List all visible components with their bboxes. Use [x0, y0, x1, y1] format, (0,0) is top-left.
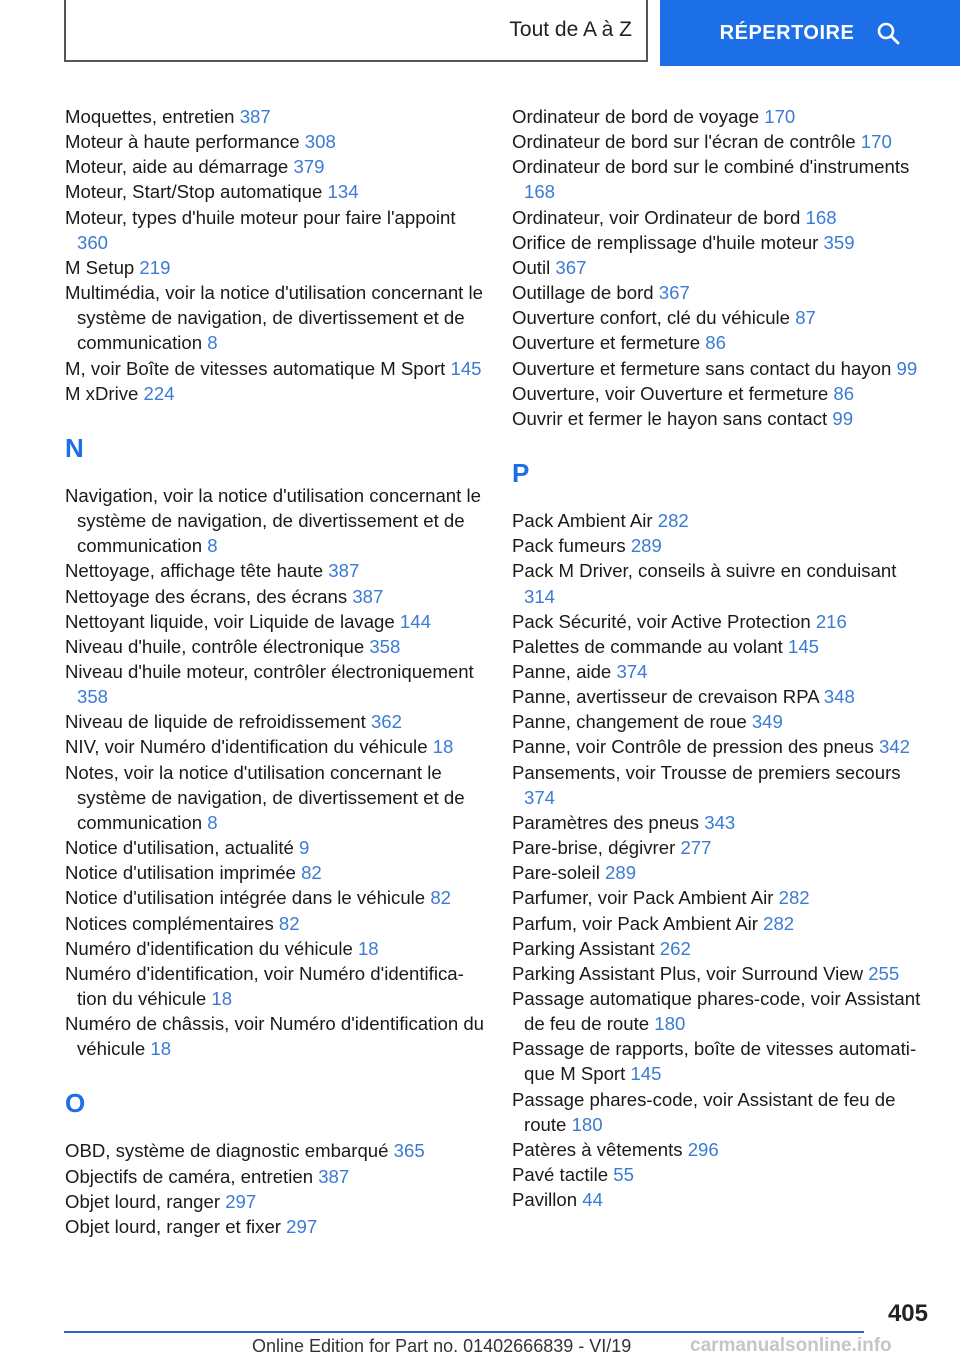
index-entry-text: Niveau d'huile, contrôle électronique — [65, 635, 365, 657]
index-entry — [65, 709, 485, 734]
index-entry — [512, 1036, 932, 1086]
page-link[interactable]: 358 — [369, 635, 401, 657]
index-entry — [512, 936, 932, 961]
index-entry-text: Moteur, Start/Stop automatique — [65, 181, 323, 203]
index-entry-text: Notice d'utilisation imprimée — [65, 862, 296, 884]
index-entry — [65, 179, 485, 204]
index-entry — [65, 558, 485, 583]
page-link[interactable]: 262 — [659, 937, 691, 959]
page-link[interactable]: 314 — [524, 585, 556, 607]
page-link[interactable]: 282 — [763, 912, 795, 934]
page-link[interactable]: 180 — [571, 1113, 603, 1135]
index-entry-text: Parking Assistant — [512, 937, 655, 959]
index-group — [65, 1138, 485, 1239]
edition-text: Online Edition for Part no. 01402666839 - VI/19 — [252, 1336, 632, 1356]
index-entry — [512, 911, 932, 936]
index-entry — [512, 406, 932, 431]
index-entry — [512, 533, 932, 558]
index-entry-text: Notices complémentaires — [65, 912, 274, 934]
index-entry-text: Nettoyant liquide, voir Liquide de lavage — [65, 610, 395, 632]
index-entry — [512, 835, 932, 860]
index-entry-text: Moquettes, entretien — [65, 106, 235, 127]
page-link[interactable]: 8 — [207, 811, 218, 833]
index-entry — [512, 684, 932, 709]
page-link[interactable]: 367 — [658, 282, 690, 304]
index-entry — [65, 609, 485, 634]
index-entry — [65, 584, 485, 609]
page-link[interactable]: 55 — [613, 1164, 634, 1186]
index-entry — [512, 104, 932, 129]
page-link[interactable]: 18 — [432, 736, 454, 758]
page-link[interactable]: 387 — [328, 560, 360, 582]
index-entry — [512, 129, 932, 154]
page-link[interactable]: 224 — [143, 382, 175, 404]
index-entry — [512, 1137, 932, 1162]
page-link[interactable]: 180 — [654, 1013, 686, 1035]
index-entry-text: Palettes de commande au volant — [512, 635, 783, 657]
page-link[interactable]: 358 — [77, 686, 109, 708]
index-group — [65, 483, 485, 1062]
page-link[interactable]: 362 — [370, 711, 402, 733]
index-entry-text: Notice d'utilisation intégrée dans le véhicule — [65, 887, 426, 909]
index-entry — [65, 1011, 485, 1061]
page-link[interactable]: 82 — [430, 887, 452, 909]
index-entry — [512, 734, 932, 759]
page-number: 405 — [887, 1300, 928, 1327]
index-entry — [512, 558, 932, 608]
page-link[interactable]: 82 — [278, 912, 300, 934]
page-link[interactable]: 297 — [286, 1215, 318, 1237]
index-entry-text: Ordinateur, voir Ordinateur de bord — [512, 206, 801, 228]
index-entry-text: M Setup — [65, 256, 135, 278]
index-entry-text: Parfum, voir Pack Ambient Air — [512, 912, 758, 934]
index-entry-text: Numéro de châssis, voir Numéro d'identification du véhicule — [65, 1013, 485, 1060]
index-entry — [65, 280, 485, 355]
index-entry-text: Niveau d'huile moteur, contrôler électroniquement — [65, 660, 474, 682]
page-link[interactable]: 8 — [207, 535, 218, 557]
index-entry-text: Panne, aide — [512, 660, 612, 682]
index-entry-text: Nettoyage des écrans, des écrans — [65, 585, 348, 607]
index-entry-text: Panne, avertisseur de crevaison RPA — [512, 686, 819, 708]
index-entry-text: Objectifs de caméra, entretien — [65, 1165, 314, 1187]
index-entry — [65, 1214, 485, 1239]
index-entry — [512, 508, 932, 533]
index-entry-text: Ouverture et fermeture — [512, 332, 701, 354]
page-link[interactable]: 387 — [239, 106, 271, 127]
index-entry — [512, 356, 932, 381]
index-entry-text: Numéro d'identification du véhicule — [65, 937, 353, 959]
index-entry — [512, 659, 932, 684]
index-entry-text: Ordinateur de bord sur le combiné d'instruments — [512, 156, 910, 178]
index-group — [65, 104, 485, 406]
index-entry-text: Passage automatique phares-code, voir Assistant de feu de route — [512, 988, 921, 1035]
section-letter-n: N — [65, 432, 84, 463]
index-entry — [512, 709, 932, 734]
page-link[interactable]: 277 — [680, 837, 712, 859]
page-link[interactable]: 219 — [139, 256, 171, 278]
page-link[interactable]: 374 — [524, 786, 556, 808]
index-entry-text: Objet lourd, ranger et fixer — [65, 1215, 281, 1237]
index-entry — [65, 129, 485, 154]
page-link[interactable]: 359 — [823, 231, 855, 253]
page-link[interactable]: 365 — [393, 1140, 425, 1162]
page-link[interactable]: 9 — [299, 837, 310, 859]
page-link[interactable]: 343 — [704, 811, 736, 833]
index-entry — [65, 104, 485, 129]
index-entry-text: Moteur, aide au démarrage — [65, 156, 289, 178]
index-entry — [65, 936, 485, 961]
index-entry-text: Pack Ambient Air — [512, 510, 653, 532]
page-link[interactable]: 144 — [399, 610, 431, 632]
index-entry — [512, 305, 932, 330]
index-entry-text: M, voir Boîte de vitesses automatique M Sport — [65, 357, 446, 379]
index-entry — [65, 255, 485, 280]
page-link[interactable]: 168 — [524, 181, 556, 203]
index-entry — [512, 255, 932, 280]
watermark: carmanualsonline.info — [690, 1335, 892, 1356]
index-entry-text: Outil — [512, 256, 551, 278]
header — [0, 0, 960, 66]
page-link[interactable]: 289 — [605, 862, 637, 884]
page-link[interactable]: 170 — [860, 131, 892, 153]
index-entry-text: Ouvrir et fermer le hayon sans contact — [512, 407, 828, 429]
index-entry-text: Panne, voir Contrôle de pression des pneus — [512, 736, 874, 758]
tab-repertoire-label: RÉPERTOIRE — [719, 21, 855, 44]
page-link[interactable]: 360 — [77, 231, 109, 253]
index-entry — [512, 860, 932, 885]
page-link[interactable]: 379 — [293, 156, 325, 178]
tab-atoz-label: Tout de A à Z — [509, 18, 632, 41]
index-group — [512, 104, 932, 431]
index-entry-text: Orifice de remplissage d'huile moteur — [512, 231, 819, 253]
index-entry-text: Parfumer, voir Pack Ambient Air — [512, 887, 774, 909]
index-entry-text: Patères à vêtements — [512, 1138, 683, 1160]
index-entry — [65, 734, 485, 759]
page-link[interactable]: 86 — [705, 332, 726, 354]
index-entry — [65, 659, 485, 709]
page-link[interactable]: 216 — [815, 610, 847, 632]
index-entry-text: Outillage de bord — [512, 282, 654, 304]
index-entry-text: Pare-brise, dégivrer — [512, 837, 676, 859]
page-link[interactable]: 367 — [555, 256, 587, 278]
page-link[interactable]: 387 — [352, 585, 384, 607]
index-entry — [512, 330, 932, 355]
page-link[interactable]: 342 — [878, 736, 910, 758]
page-link[interactable]: 145 — [630, 1063, 662, 1085]
tab-tout-de-a-a-z[interactable] — [64, 0, 648, 62]
index-entry — [512, 230, 932, 255]
page-link[interactable]: 289 — [630, 535, 662, 557]
page-link[interactable]: 18 — [150, 1038, 172, 1060]
index-entry — [512, 760, 932, 810]
index-column-left — [65, 104, 485, 1239]
index-entry — [512, 1087, 932, 1137]
index-entry-text: Pack M Driver, conseils à suivre en conduisant — [512, 560, 897, 582]
index-entry — [65, 1189, 485, 1214]
index-entry — [65, 381, 485, 406]
index-entry-text: Pare-soleil — [512, 862, 600, 884]
page-link[interactable]: 387 — [318, 1165, 350, 1187]
index-entry — [512, 961, 932, 986]
index-entry — [512, 205, 932, 230]
index-entry-text: Notice d'utilisation, actualité — [65, 837, 294, 859]
index-entry — [512, 634, 932, 659]
index-entry-text: Numéro d'identification, voir Numéro d'identification du véhicule — [65, 962, 464, 1009]
index-column-right — [512, 104, 932, 1212]
page-link[interactable]: 82 — [301, 862, 322, 884]
index-entry-text: Passage de rapports, boîte de vitesses automatique M Sport — [512, 1038, 917, 1085]
page-link[interactable]: 86 — [833, 382, 855, 404]
page-link[interactable]: 99 — [896, 357, 918, 379]
index-entry-text: Pansements, voir Trousse de premiers secours — [512, 761, 901, 783]
index-entry — [512, 381, 932, 406]
page-link[interactable]: 8 — [207, 332, 218, 354]
tab-repertoire[interactable] — [660, 0, 960, 66]
page-link[interactable]: 18 — [357, 937, 379, 959]
index-entry-text: Pack fumeurs — [512, 535, 626, 557]
index-entry — [65, 961, 485, 1011]
page-link[interactable]: 168 — [805, 206, 837, 228]
index-entry-text: Pack Sécurité, voir Active Protection — [512, 610, 811, 632]
index-entry-text: Pavé tactile — [512, 1164, 609, 1186]
search-icon[interactable] — [876, 21, 900, 45]
index-entry-text: Ouverture confort, clé du véhicule — [512, 307, 791, 329]
page-link[interactable]: 282 — [657, 510, 689, 532]
index-entry — [512, 885, 932, 910]
page-link[interactable]: 170 — [764, 106, 796, 127]
index-entry-text: M xDrive — [65, 382, 139, 404]
page-link[interactable]: 348 — [823, 686, 855, 708]
index-entry — [512, 280, 932, 305]
index-entry — [65, 835, 485, 860]
page-link[interactable]: 87 — [795, 307, 816, 329]
page-link[interactable]: 308 — [304, 131, 336, 153]
index-entry-text: Ouverture et fermeture sans contact du hayon — [512, 357, 892, 379]
index-entry — [65, 860, 485, 885]
page-link[interactable]: 44 — [582, 1189, 603, 1211]
page-link[interactable]: 255 — [868, 962, 900, 984]
index-entry — [65, 760, 485, 835]
index-entry-text: OBD, système de diagnostic embarqué — [65, 1140, 389, 1162]
index-entry — [65, 205, 485, 255]
index-entry-text: Navigation, voir la notice d'utilisation concernant le système de navigation, de divertissement et de communication — [65, 484, 481, 557]
index-entry — [65, 154, 485, 179]
index-entry — [512, 154, 932, 204]
page-link[interactable]: 296 — [687, 1138, 719, 1160]
index-entry-text: Ordinateur de bord de voyage — [512, 106, 760, 127]
footer-divider — [64, 1331, 864, 1333]
index-entry-text: Passage phares-code, voir Assistant de feu de route — [512, 1088, 896, 1135]
page-link[interactable]: 374 — [616, 660, 648, 682]
page-link[interactable]: 282 — [778, 887, 810, 909]
index-entry-text: Objet lourd, ranger — [65, 1190, 221, 1212]
index-entry-text: Nettoyage, affichage tête haute — [65, 560, 324, 582]
index-entry — [65, 911, 485, 936]
index-entry-text: NIV, voir Numéro d'identification du véhicule — [65, 736, 428, 758]
index-entry — [65, 1164, 485, 1189]
index-entry-text: Moteur à haute performance — [65, 131, 300, 153]
page-link[interactable]: 349 — [751, 711, 783, 733]
index-entry — [65, 1138, 485, 1163]
index-entry-text: Niveau de liquide de refroidissement — [65, 711, 366, 733]
index-entry-text: Parking Assistant Plus, voir Surround View — [512, 962, 864, 984]
index-entry-text: Paramètres des pneus — [512, 811, 700, 833]
index-entry — [65, 483, 485, 558]
index-group — [512, 508, 932, 1212]
index-entry — [512, 1187, 932, 1212]
index-entry — [512, 609, 932, 634]
page-link[interactable]: 297 — [225, 1190, 257, 1212]
index-entry — [512, 810, 932, 835]
page-link[interactable]: 99 — [832, 407, 854, 429]
index-entry — [65, 356, 485, 381]
index-entry — [512, 986, 932, 1036]
page-link[interactable]: 145 — [787, 635, 820, 657]
index-entry — [512, 1162, 932, 1187]
section-letter-p: P — [512, 458, 530, 489]
index-entry-text: Ouverture, voir Ouverture et fermeture — [512, 382, 829, 404]
index-entry-text: Moteur, types d'huile moteur pour faire l'appoint — [65, 206, 456, 228]
page-link[interactable]: 134 — [327, 181, 359, 203]
index-entry-text: Multimédia, voir la notice d'utilisation concernant le système de navigation, de divertissement et de communication — [65, 282, 483, 354]
index-entry-text: Pavillon — [512, 1189, 578, 1211]
index-entry-text: Notes, voir la notice d'utilisation concernant le système de navigation, de divertissement et de communication — [65, 761, 465, 833]
index-entry — [65, 634, 485, 659]
index-entry-text: Panne, changement de roue — [512, 711, 747, 733]
page-link[interactable]: 18 — [211, 988, 233, 1009]
page-link[interactable]: 145 — [450, 357, 482, 379]
section-letter-o: O — [65, 1088, 86, 1119]
index-entry — [65, 885, 485, 910]
index-entry-text: Ordinateur de bord sur l'écran de contrôle — [512, 131, 856, 153]
